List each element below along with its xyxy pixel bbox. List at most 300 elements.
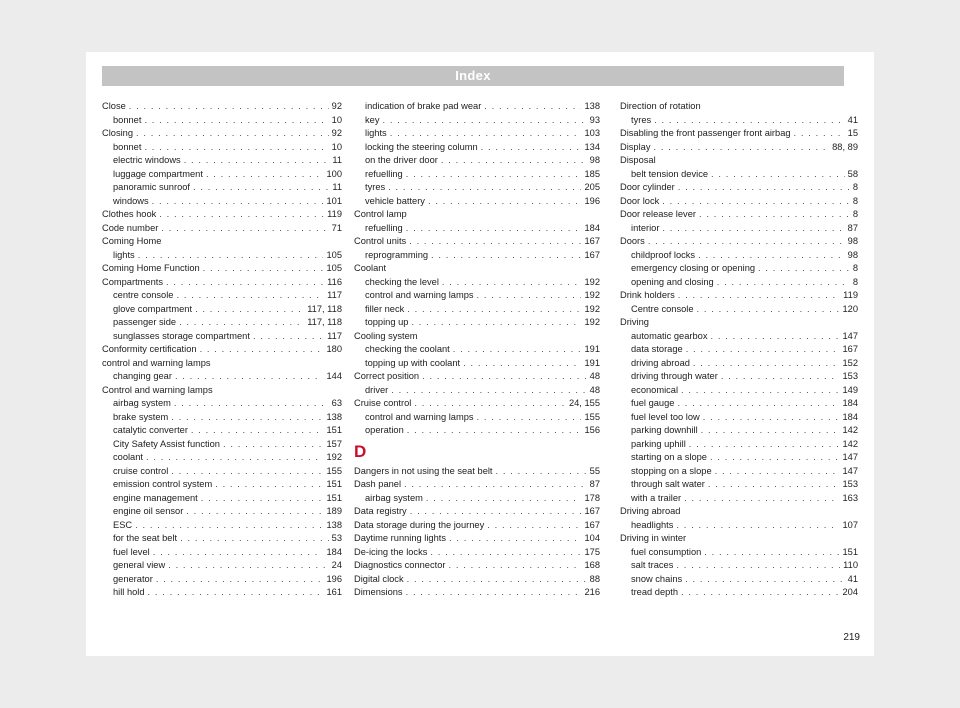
index-term: key [365, 114, 380, 125]
page-reference[interactable]: 192 [326, 452, 342, 462]
index-subentry [102, 438, 342, 452]
dot-leader [693, 357, 840, 371]
index-entry [102, 384, 342, 398]
index-subentry [102, 114, 342, 128]
page-reference[interactable]: 117 [327, 330, 342, 341]
dot-leader [684, 492, 839, 506]
dot-leader [685, 573, 844, 587]
page-reference[interactable]: 105 [326, 249, 342, 260]
index-subentry [620, 546, 858, 560]
dot-leader [662, 195, 850, 209]
page-reference[interactable]: 205 [584, 182, 600, 192]
page-reference[interactable]: 55 [589, 465, 600, 476]
index-term: parking downhill [631, 425, 698, 435]
page-reference[interactable]: 153 [842, 371, 858, 381]
page-reference[interactable]: 103 [584, 128, 600, 138]
page-reference[interactable]: 142 [842, 425, 858, 435]
index-subentry [354, 222, 600, 236]
index-subentry [354, 424, 600, 438]
page-reference[interactable]: 120 [842, 303, 858, 314]
dot-leader [717, 276, 850, 290]
dot-leader [186, 505, 323, 519]
page-reference[interactable]: 167 [584, 506, 600, 516]
page-reference[interactable]: 149 [842, 384, 858, 395]
page-reference[interactable]: 8 [852, 263, 858, 273]
index-term: electric windows [113, 155, 181, 165]
dot-leader [681, 384, 839, 398]
dot-leader [711, 330, 840, 344]
index-subentry [620, 343, 858, 357]
dot-leader [195, 303, 304, 317]
page-reference[interactable]: 184 [842, 411, 858, 422]
index-term: Door release lever [620, 209, 696, 219]
page-reference[interactable]: 8 [852, 195, 858, 206]
dot-leader [653, 141, 829, 155]
index-subentry [620, 397, 858, 411]
index-subentry [620, 370, 858, 384]
index-term: driving through water [631, 371, 718, 381]
index-entry [354, 573, 600, 587]
index-term: tread depth [631, 587, 679, 597]
dot-leader [484, 100, 581, 114]
page-reference[interactable]: 88 [589, 573, 600, 584]
index-term: emergency closing or opening [631, 263, 756, 273]
index-term: filler neck [365, 303, 405, 314]
index-column-2 [354, 100, 600, 600]
dot-leader [175, 370, 324, 384]
index-subentry [354, 411, 600, 425]
page-reference[interactable]: 153 [842, 479, 858, 489]
page-reference[interactable]: 191 [584, 357, 600, 368]
dot-leader [184, 154, 330, 168]
dot-leader [136, 127, 329, 141]
page-reference[interactable]: 87 [847, 222, 858, 233]
index-entry [620, 195, 858, 209]
dot-leader [407, 424, 582, 438]
index-subentry [102, 316, 342, 330]
index-term: topping up [365, 317, 409, 327]
index-entry [354, 262, 600, 276]
index-term: Closing [102, 128, 134, 138]
index-term: passenger side [113, 317, 177, 327]
page-reference[interactable]: 192 [584, 303, 600, 314]
index-term: engine oil sensor [113, 506, 184, 516]
index-subentry [102, 519, 342, 533]
index-term: Cooling system [354, 330, 418, 341]
dot-leader [410, 505, 582, 519]
index-entry [620, 505, 858, 519]
page-reference[interactable]: 98 [589, 155, 600, 165]
page-reference[interactable]: 24 [331, 560, 342, 570]
page-reference[interactable]: 8 [852, 182, 858, 192]
index-subentry [102, 451, 342, 465]
index-term: checking the level [365, 276, 439, 287]
dot-leader [390, 127, 582, 141]
dot-leader [166, 276, 324, 290]
index-entry [354, 330, 600, 344]
dot-leader [193, 181, 329, 195]
page-reference[interactable]: 147 [842, 452, 858, 462]
dot-leader [678, 181, 850, 195]
index-subentry [620, 478, 858, 492]
dot-leader [453, 343, 582, 357]
index-term: engine management [113, 492, 198, 503]
page-reference[interactable]: 157 [326, 438, 342, 449]
dot-leader [388, 181, 581, 195]
dot-leader [703, 411, 840, 425]
page-reference[interactable]: 151 [326, 479, 342, 489]
index-term: on the driver door [365, 155, 438, 165]
page-reference[interactable]: 168 [584, 560, 600, 570]
page-reference[interactable]: 41 [847, 573, 858, 584]
index-subentry [102, 478, 342, 492]
index-term: Centre console [631, 303, 694, 314]
dot-leader [686, 343, 840, 357]
index-term: belt tension device [631, 168, 709, 179]
dot-leader [391, 384, 586, 398]
page-reference[interactable]: 147 [842, 465, 858, 476]
index-subentry [620, 303, 858, 317]
dot-leader [180, 532, 329, 546]
page-reference[interactable]: 144 [326, 371, 342, 381]
index-subentry [620, 357, 858, 371]
index-term: Control units [354, 236, 407, 246]
page-reference[interactable]: 134 [584, 141, 600, 152]
page-number: 219 [843, 632, 860, 643]
index-term: panoramic sunroof [113, 182, 190, 192]
page-reference[interactable]: 71 [331, 222, 342, 233]
index-subentry [620, 519, 858, 533]
index-subentry [354, 195, 600, 209]
dot-leader [487, 519, 581, 533]
page-reference[interactable]: 100 [326, 168, 342, 179]
dot-leader [448, 559, 581, 573]
index-term: Dimensions [354, 587, 403, 597]
page-reference[interactable]: 180 [326, 344, 342, 354]
index-term: through salt water [631, 479, 705, 489]
page-reference[interactable]: 167 [584, 519, 600, 530]
page-reference[interactable]: 93 [589, 114, 600, 125]
dot-leader [148, 586, 324, 600]
index-entry [102, 127, 342, 141]
dot-leader [129, 100, 329, 114]
index-term: De-icing the locks [354, 546, 428, 557]
index-entry [354, 235, 600, 249]
index-subentry [354, 141, 600, 155]
index-term: Clothes hook [102, 209, 157, 219]
page-reference[interactable]: 155 [326, 465, 342, 476]
index-subentry [620, 276, 858, 290]
page-reference[interactable]: 142 [842, 438, 858, 449]
index-entry [620, 235, 858, 249]
index-entry [354, 546, 600, 560]
page-reference[interactable]: 167 [584, 236, 600, 246]
index-term: Digital clock [354, 573, 404, 584]
dot-leader [426, 492, 582, 506]
index-term: with a trailer [631, 492, 682, 503]
dot-leader [710, 451, 840, 465]
dot-leader [404, 478, 587, 492]
page-reference[interactable]: 138 [326, 411, 342, 422]
index-subentry [620, 451, 858, 465]
page-reference[interactable]: 138 [584, 101, 600, 111]
dot-leader [441, 154, 587, 168]
index-term: hill hold [113, 587, 145, 597]
index-term: Disposal [620, 155, 656, 165]
page-reference[interactable]: 15 [847, 128, 858, 138]
dot-leader [715, 465, 840, 479]
page-reference[interactable]: 10 [331, 114, 342, 125]
page-reference[interactable]: 107 [842, 519, 858, 530]
dot-leader [699, 208, 850, 222]
dot-leader [253, 330, 324, 344]
index-term: tyres [631, 114, 652, 125]
page-reference[interactable]: 216 [584, 587, 600, 597]
index-term: for the seat belt [113, 533, 178, 543]
index-term: Coming Home Function [102, 263, 200, 273]
page-reference[interactable]: 192 [584, 317, 600, 327]
index-term: Driving [620, 317, 649, 327]
page-reference[interactable]: 11 [332, 182, 342, 192]
index-term: parking uphill [631, 438, 686, 449]
index-subentry [620, 262, 858, 276]
page-reference[interactable]: 196 [326, 573, 342, 584]
index-subentry [102, 370, 342, 384]
index-subentry [354, 154, 600, 168]
page-reference[interactable]: 192 [584, 276, 600, 287]
dot-leader [406, 222, 582, 236]
dot-leader [697, 303, 840, 317]
page-reference[interactable]: 24, 155 [568, 398, 600, 408]
index-term: glove compartment [113, 303, 193, 314]
dot-leader [794, 127, 845, 141]
dot-leader [407, 573, 587, 587]
page-reference[interactable]: 175 [584, 546, 600, 557]
dot-leader [176, 289, 324, 303]
dot-leader [144, 114, 328, 128]
index-entry [354, 478, 600, 492]
dot-leader [463, 357, 581, 371]
index-entry [102, 222, 342, 236]
index-term: reprogramming [365, 249, 429, 260]
index-term: locking the steering column [365, 141, 478, 152]
index-entry [620, 316, 858, 330]
page-reference[interactable]: 151 [326, 492, 342, 503]
page-reference[interactable]: 48 [589, 384, 600, 395]
page-reference[interactable]: 41 [847, 114, 858, 125]
dot-leader [481, 141, 582, 155]
page-reference[interactable]: 48 [589, 371, 600, 381]
index-entry [354, 505, 600, 519]
dot-leader [678, 289, 840, 303]
page-reference[interactable]: 147 [842, 330, 858, 341]
page-reference[interactable]: 88, 89 [832, 141, 858, 152]
index-term: cruise control [113, 465, 169, 476]
page-reference[interactable]: 151 [326, 425, 342, 435]
index-term: starting on a slope [631, 452, 707, 462]
dot-leader [168, 559, 328, 573]
page-reference[interactable]: 167 [842, 344, 858, 354]
dot-leader [414, 397, 566, 411]
index-term: Door lock [620, 195, 660, 206]
index-subentry [354, 114, 600, 128]
dot-leader [171, 465, 323, 479]
page-reference[interactable]: 105 [326, 263, 342, 273]
dot-leader [449, 532, 582, 546]
index-entry [620, 141, 858, 155]
index-term: generator [113, 573, 153, 584]
index-subentry [354, 168, 600, 182]
index-column-3 [620, 100, 858, 600]
page-reference[interactable]: 156 [584, 425, 600, 435]
page-reference[interactable]: 184 [584, 222, 600, 233]
page-reference[interactable]: 116 [327, 276, 342, 287]
index-term: control and warning lamps [365, 411, 474, 422]
index-subentry [354, 289, 600, 303]
dot-leader [156, 573, 324, 587]
page-reference[interactable]: 192 [584, 290, 600, 300]
page-reference[interactable]: 204 [842, 587, 858, 597]
dot-leader [206, 168, 324, 182]
page-reference[interactable]: 117, 118 [307, 317, 342, 327]
index-term: windows [113, 195, 149, 206]
index-subentry [354, 276, 600, 290]
index-entry [354, 370, 600, 384]
page-reference[interactable]: 155 [584, 411, 600, 422]
page-reference[interactable]: 63 [331, 398, 342, 408]
index-term: topping up with coolant [365, 357, 461, 368]
index-term: driver [365, 384, 389, 395]
index-subentry [620, 384, 858, 398]
dot-leader [201, 492, 324, 506]
dot-leader [676, 519, 839, 533]
page-reference[interactable]: 58 [847, 168, 858, 179]
index-term: data storage [631, 344, 683, 354]
index-entry [620, 289, 858, 303]
index-entry [620, 127, 858, 141]
page-reference[interactable]: 53 [331, 533, 342, 543]
index-term: refuelling [365, 222, 403, 233]
index-term: indication of brake pad wear [365, 101, 482, 111]
page-reference[interactable]: 92 [331, 101, 342, 111]
page-reference[interactable]: 138 [326, 519, 342, 530]
dot-leader [708, 478, 840, 492]
page-reference[interactable]: 178 [584, 492, 600, 503]
page-reference[interactable]: 151 [842, 546, 858, 557]
index-term: bonnet [113, 141, 142, 152]
index-term: Dash panel [354, 479, 402, 489]
index-term: tyres [365, 182, 386, 192]
index-term: Control lamp [354, 209, 407, 219]
index-subentry [620, 465, 858, 479]
index-subentry [620, 249, 858, 263]
index-entry [102, 235, 342, 249]
dot-leader [153, 546, 324, 560]
page-reference[interactable]: 119 [843, 290, 858, 300]
page-reference[interactable]: 10 [331, 141, 342, 152]
dot-leader [406, 168, 582, 182]
index-entry [620, 532, 858, 546]
dot-leader [721, 370, 840, 384]
dot-leader [662, 222, 844, 236]
index-term: Drink holders [620, 290, 675, 300]
index-term: brake system [113, 411, 169, 422]
index-term: Door cylinder [620, 182, 675, 192]
index-entry [102, 262, 342, 276]
index-term: economical [631, 384, 679, 395]
page-reference[interactable]: 8 [852, 276, 858, 287]
index-term: Close [102, 101, 126, 111]
page-reference[interactable]: 161 [326, 587, 342, 597]
index-term: ESC [113, 519, 133, 530]
index-subentry [102, 181, 342, 195]
dot-leader [171, 411, 323, 425]
page-reference[interactable]: 117, 118 [307, 303, 342, 314]
index-term: Code number [102, 222, 159, 233]
page-reference[interactable]: 92 [331, 128, 342, 138]
page-reference[interactable]: 184 [842, 398, 858, 408]
page-reference[interactable]: 119 [327, 209, 342, 219]
index-term: airbag system [113, 398, 171, 408]
page-reference[interactable]: 196 [584, 195, 600, 206]
dot-leader [711, 168, 845, 182]
index-subentry [102, 289, 342, 303]
page-reference[interactable]: 189 [326, 506, 342, 516]
index-term: fuel level [113, 546, 150, 557]
page-reference[interactable]: 185 [584, 168, 600, 179]
index-entry [354, 208, 600, 222]
page-reference[interactable]: 101 [326, 195, 342, 206]
page-reference[interactable]: 152 [842, 357, 858, 368]
dot-leader [135, 519, 323, 533]
index-term: Doors [620, 236, 645, 246]
page-reference[interactable]: 104 [584, 533, 600, 543]
index-term: catalytic converter [113, 425, 188, 435]
index-subentry [102, 532, 342, 546]
page-reference[interactable]: 163 [842, 492, 858, 503]
index-subentry [102, 546, 342, 560]
index-entry [620, 208, 858, 222]
page-reference[interactable]: 98 [847, 236, 858, 246]
page-reference[interactable]: 191 [584, 344, 600, 354]
dot-leader [407, 303, 581, 317]
index-term: interior [631, 222, 660, 233]
index-term: Conformity certification [102, 344, 197, 354]
index-subentry [354, 303, 600, 317]
dot-leader [200, 343, 324, 357]
index-entry [102, 343, 342, 357]
index-subentry [102, 411, 342, 425]
index-term: luggage compartment [113, 168, 203, 179]
page-reference[interactable]: 184 [326, 546, 342, 557]
page-reference[interactable]: 117 [327, 290, 342, 300]
dot-leader [161, 222, 328, 236]
index-subentry [102, 168, 342, 182]
page-reference[interactable]: 167 [584, 249, 600, 260]
dot-leader [152, 195, 324, 209]
page-reference[interactable]: 110 [843, 560, 858, 570]
index-term: Coolant [354, 263, 387, 273]
index-entry [102, 357, 342, 371]
index-term: fuel consumption [631, 546, 702, 557]
page-reference[interactable]: 11 [332, 155, 342, 165]
page-reference[interactable]: 8 [852, 209, 858, 219]
index-term: Display [620, 141, 651, 152]
page-reference[interactable]: 98 [847, 249, 858, 260]
index-term: Compartments [102, 276, 163, 287]
page-reference[interactable]: 87 [589, 479, 600, 489]
index-term: City Safety Assist function [113, 438, 220, 449]
